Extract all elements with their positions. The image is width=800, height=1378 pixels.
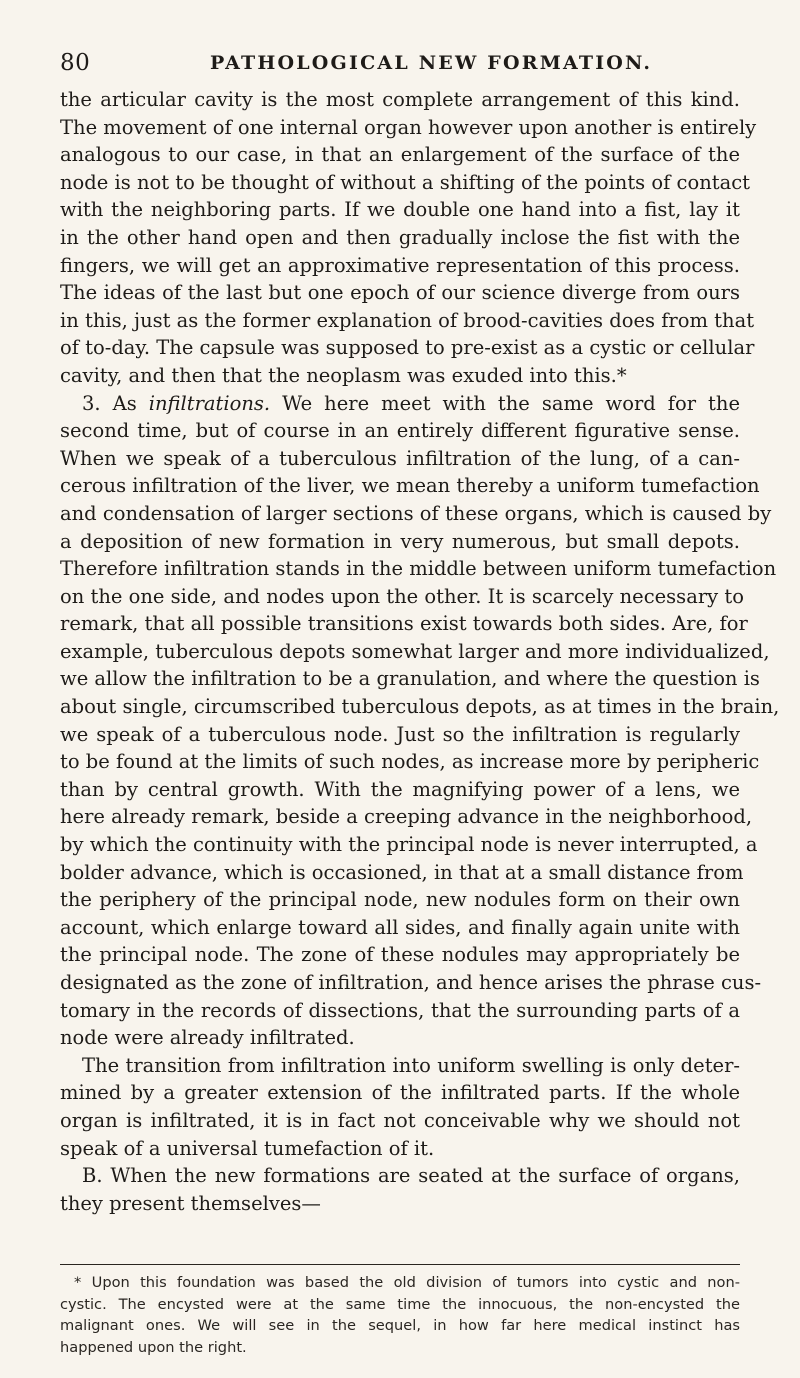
text-line: speak of a universal tumefaction of it. [60, 1136, 435, 1160]
text-line: node is not to be thought of without a shifting of the points of contact [60, 170, 750, 194]
text-line: cerous infiltration of the liver, we mean thereby a uniform tumefaction [60, 474, 760, 498]
text-line: here already remark, beside a creeping advance in the neighborhood, [60, 805, 753, 829]
footnote-line: malignant ones. We will see in the sequel, in how far here medical instinct has [60, 1317, 740, 1334]
text-line: cavity, and then that the neoplasm was exuded into this.* [60, 363, 627, 387]
text-line: node were already infiltrated. [60, 1026, 355, 1050]
footnote-line: * Upon this foundation was based the old division of tumors into cystic and non- [74, 1274, 740, 1291]
text-line: The movement of one internal organ however upon another is entirely [60, 115, 757, 139]
text-line: in the other hand open and then gradually inclose the fist with the [60, 225, 740, 249]
running-head: PATHOLOGICAL NEW FORMATION. [210, 52, 653, 74]
text-line: we speak of a tuberculous node. Just so the infiltration is regularly [60, 722, 740, 746]
text-line: mined by a greater extension of the infiltrated parts. If the whole [60, 1081, 740, 1105]
text-line: When we speak of a tuberculous infiltration of the lung, of a can- [60, 446, 740, 470]
text-line: they present themselves— [60, 1191, 321, 1215]
text-line: to be found at the limits of such nodes, as increase more by peripheric [60, 750, 760, 774]
footnote-divider [60, 1264, 740, 1265]
body-text [60, 86, 780, 1217]
page-header [60, 50, 740, 80]
section-first-line-rest: We here meet with the same word for the [282, 391, 740, 415]
section-number: 3. As [82, 391, 137, 415]
text-line: on the one side, and nodes upon the other. It is scarcely necessary to [60, 584, 744, 608]
text-line: by which the continuity with the principal node is never interrupted, a [60, 833, 758, 857]
text-line: in this, just as the former explanation of brood-cavities does from that [60, 308, 755, 332]
text-line: tomary in the records of dissections, that the surrounding parts of a [60, 998, 740, 1022]
footnote [60, 1272, 740, 1358]
text-line: with the neighboring parts. If we double one hand into a fist, lay it [60, 198, 740, 222]
text-line: the principal node. The zone of these nodules may appropriately be [60, 943, 740, 967]
text-line: of to-day. The capsule was supposed to pre-exist as a cystic or cellular [60, 336, 755, 360]
text-line: bolder advance, which is occasioned, in that at a small distance from [60, 860, 744, 884]
footnote-line: happened upon the right. [60, 1338, 247, 1356]
text-line: about single, circumscribed tuberculous depots, as at times in the brain, [60, 695, 780, 719]
text-line: the articular cavity is the most complete arrangement of this kind. [60, 88, 740, 111]
text-line: second time, but of course in an entirely different figurative sense. [60, 419, 740, 443]
text-line: remark, that all possible transitions exist towards both sides. Are, for [60, 612, 748, 636]
text-line: a deposition of new formation in very numerous, but small depots. [60, 529, 740, 553]
footnote-line: cystic. The encysted were at the same time the innocuous, the non-encysted the [60, 1295, 740, 1313]
text-line: fingers, we will get an approximative representation of this process. [60, 253, 740, 277]
text-line: the periphery of the principal node, new nodules form on their own [60, 888, 740, 912]
section-3-first-line [60, 390, 740, 418]
text-line: account, which enlarge toward all sides, and finally again unite with [60, 915, 740, 939]
text-line: analogous to our case, in that an enlargement of the surface of the [60, 143, 740, 167]
text-line: example, tuberculous depots somewhat larger and more individualized, [60, 639, 770, 663]
text-line: B. When the new formations are seated at the surface of organs, [82, 1164, 740, 1188]
section-term: infiltrations. [148, 391, 271, 415]
page-number: 80 [60, 50, 91, 76]
text-line: we allow the infiltration to be a granulation, and where the question is [60, 667, 760, 691]
text-line: Therefore infiltration stands in the middle between uniform tumefaction [60, 557, 777, 581]
text-line: than by central growth. With the magnifying power of a lens, we [60, 777, 740, 801]
text-line: designated as the zone of infiltration, and hence arises the phrase cus- [60, 971, 762, 994]
text-line: The ideas of the last but one epoch of our science diverge from ours [60, 281, 740, 305]
text-line: organ is infiltrated, it is in fact not conceivable why we should not [60, 1108, 740, 1132]
text-line: The transition from infiltration into uniform swelling is only deter- [82, 1053, 740, 1077]
text-line: and condensation of larger sections of these organs, which is caused by [60, 501, 772, 525]
